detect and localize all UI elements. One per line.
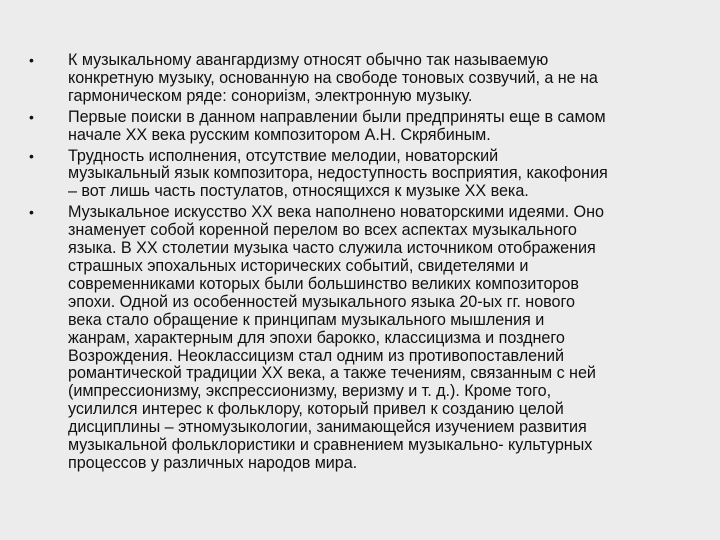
bullet-icon: • bbox=[29, 108, 34, 125]
bullet-item-2 bbox=[26, 109, 690, 145]
bullet-text-4: Музыкальное искусство ХХ века наполнено новаторскими идеями. Оно знаменует собой коренной перелом во всех аспектах музыкального языка. В ХХ столетии музыка часто служила источником отображения страшных эпохальных исторических событий, свидетелями и современниками которых были большинство великих композиторов эпохи. Одной из особенностей музыкального языка 20-ых гг. нового века стало обращение к принципам музыкального мышления и жанрам, характерным для эпохи барокко, классицизма и позднего Возрождения. Неоклассицизм стал одним из противопоставлений романтической традиции ХХ века, а также течениям, связанным с ней (импрессионизму, экспрессионизму, веризму и т. д.). Кроме того, усилился интерес к фольклору, который привел к созданию целой дисциплины – этномузыкологии, занимающейся изучением развития музыкальной фольклористики и сравнением музыкально- культурных процессов у различных народов мира. bbox=[68, 203, 604, 472]
bullet-item-4 bbox=[26, 204, 690, 473]
bullet-list bbox=[26, 52, 690, 476]
bullet-item-3 bbox=[26, 148, 690, 202]
bullet-icon: • bbox=[29, 52, 34, 68]
bullet-icon: • bbox=[29, 204, 34, 221]
bullet-item-1 bbox=[26, 52, 690, 106]
bullet-text-3: Трудность исполнения, отсутствие мелодии, новаторский музыкальный язык композитора, недоступность восприятия, какофония – вот лишь часть постулатов, относящихся к музыке ХХ века. bbox=[68, 146, 608, 201]
bullet-text-2: Первые поиски в данном направлении были предприняты еще в самом начале ХХ века русским композитором А.Н. Скрябиным. bbox=[68, 107, 606, 144]
bullet-icon: • bbox=[29, 147, 34, 164]
bullet-text-1: К музыкальному авангардизму относят обычно так называемую конкретную музыку, основанную на свободе тоновых созвучий, а не на гармоническом ряде: сонориізм, электронную музыку. bbox=[68, 51, 598, 105]
